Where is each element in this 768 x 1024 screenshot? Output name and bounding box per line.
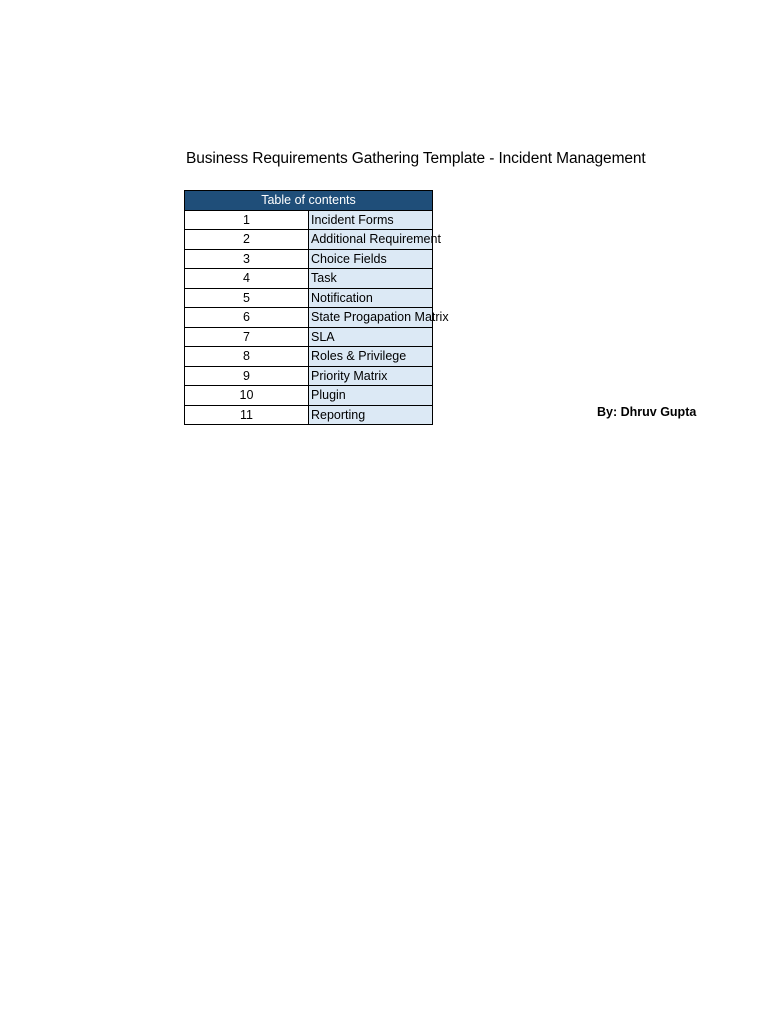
- author-name: By: Dhruv Gupta: [597, 405, 697, 419]
- toc-row-label: Incident Forms: [309, 210, 433, 230]
- table-row: [185, 308, 433, 328]
- toc-row-label: State Progapation Matrix: [309, 308, 433, 328]
- toc-row-number: 8: [185, 347, 309, 367]
- table-row: [185, 249, 433, 269]
- toc-row-label: Priority Matrix: [309, 366, 433, 386]
- toc-row-number: 11: [185, 405, 309, 425]
- toc-header-row: [185, 191, 433, 211]
- table-row: [185, 269, 433, 289]
- toc-row-label: Reporting: [309, 405, 433, 425]
- toc-row-number: 10: [185, 386, 309, 406]
- toc-row-number: 7: [185, 327, 309, 347]
- table-row: [185, 327, 433, 347]
- toc-header: Table of contents: [185, 191, 433, 211]
- table-row: [185, 386, 433, 406]
- table-row: [185, 405, 433, 425]
- toc-row-label: Plugin: [309, 386, 433, 406]
- toc-row-label: Task: [309, 269, 433, 289]
- toc-row-label: Roles & Privilege: [309, 347, 433, 367]
- table-row: [185, 347, 433, 367]
- toc-row-label: SLA: [309, 327, 433, 347]
- toc-row-label: Choice Fields: [309, 249, 433, 269]
- toc-row-number: 1: [185, 210, 309, 230]
- table-row: [185, 288, 433, 308]
- document-title: Business Requirements Gathering Template - Incident Management: [186, 150, 646, 167]
- table-row: [185, 230, 433, 250]
- table-of-contents: [184, 190, 449, 425]
- toc-row-label: Notification: [309, 288, 433, 308]
- toc-row-number: 9: [185, 366, 309, 386]
- toc-row-number: 5: [185, 288, 309, 308]
- toc-row-label: Additional Requirement: [309, 230, 433, 250]
- toc-row-number: 2: [185, 230, 309, 250]
- toc-row-number: 4: [185, 269, 309, 289]
- toc-row-number: 3: [185, 249, 309, 269]
- table-row: [185, 210, 433, 230]
- author-cell: [560, 404, 697, 424]
- table-row: [185, 366, 433, 386]
- toc-row-number: 6: [185, 308, 309, 328]
